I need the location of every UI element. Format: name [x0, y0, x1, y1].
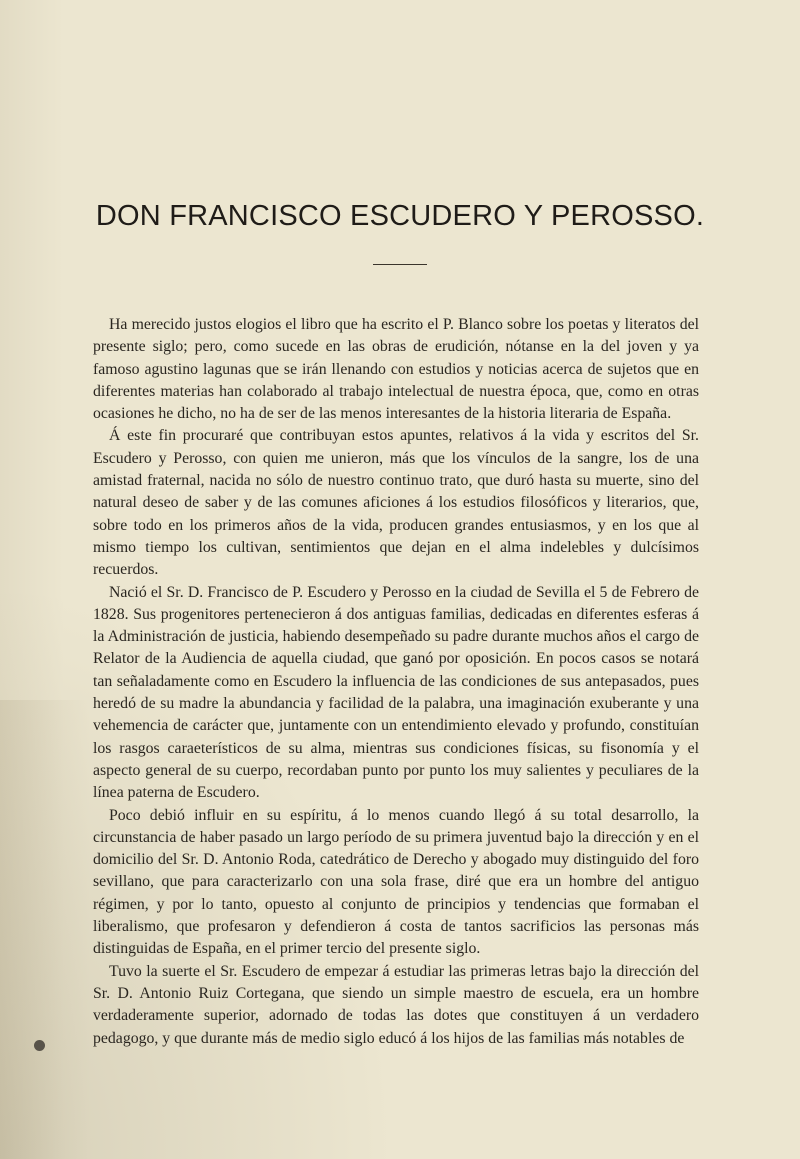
page-stain [0, 700, 90, 1159]
paragraph-4: Poco debió influir en su espíritu, á lo menos cuando llegó á su total desarrollo, la circunstancia de haber pasado un largo período de su primera juventud bajo la dirección y en el domicilio del Sr. D. Antonio Roda, catedrático de Derecho y abogado muy distinguido del foro sevillano, que para caracterizarlo con una sola frase, diré que era un hombre del antiguo régimen, y por lo tanto, opuesto al conjunto de principios y tendencias que formaban el liberalismo, que profesaron y defendieron á costa de tantos sacrificios las personas más distinguidas de España, en el primer tercio del presente siglo. [93, 806, 699, 958]
paragraph-3: Nació el Sr. D. Francisco de P. Escudero y Perosso en la ciudad de Sevilla el 5 de Febrero de 1828. Sus progenitores pertenecieron á dos antiguas familias, dedicadas en diferentes esferas á la Administración de justicia, habiendo desempeñado su padre durante muchos años el cargo de Relator de la Audiencia de aquella ciudad, que ganó por oposición. En pocos casos se notará tan señaladamente como en Escudero la influencia de las condiciones de sus antepasados, pues heredó de su madre la abundancia y facilidad de la palabra, una imaginación exuberante y una vehemencia de carácter que, juntamente con un entendimiento elevado y profundo, constituían los rasgos caraeterísticos de su alma, mientras sus condiciones físicas, su fisonomía y el aspecto general de su cuerpo, recordaban punto por punto los muy salientes y peculiares de la línea paterna de Escudero. [93, 583, 699, 802]
paragraph-2: Á este fin procuraré que contribuyan estos apuntes, relativos á la vida y escritos del Sr. Escudero y Perosso, con quien me unieron, más que los vínculos de la sangre, los de una amistad fraternal, nacida no sólo de nuestro continuo trato, que duró hasta su muerte, sino del natural deseo de saber y de las comunes aficiones á los estudios filosóficos y literarios, que, sobre todo en los primeros años de la vida, producen grandes entusiasmos, y en los que al mismo tiempo los cultivan, sentimientos que dejan en el alma indelebles y dulcísimos recuerdos. [93, 427, 699, 579]
body-text [93, 314, 699, 1050]
title-divider [373, 264, 427, 265]
paragraph-5: Tuvo la suerte el Sr. Escudero de empezar á estudiar las primeras letras bajo la dirección del Sr. D. Antonio Ruiz Cortegana, que siendo un simple maestro de escuela, era un hombre verdaderamente superior, adornado de todas las dotes que constituyen á un verdadero pedagogo, y que durante más de medio siglo educó á los hijos de las familias más notables de [93, 962, 699, 1047]
ink-spot [34, 1040, 45, 1051]
page-title: DON FRANCISCO ESCUDERO Y PEROSSO. [95, 200, 705, 232]
paragraph-1: Ha merecido justos elogios el libro que ha escrito el P. Blanco sobre los poetas y literatos del presente siglo; pero, como sucede en las obras de erudición, nótanse en la del joven y ya famoso agustino lagunas que se irán llenando con estudios y noticias acerca de sujetos que en diferentes materias han colaborado al trabajo intelectual de nuestra época, que, como en otras ocasiones he dicho, no ha de ser de las menos interesantes de la historia literaria de España. [93, 316, 699, 423]
